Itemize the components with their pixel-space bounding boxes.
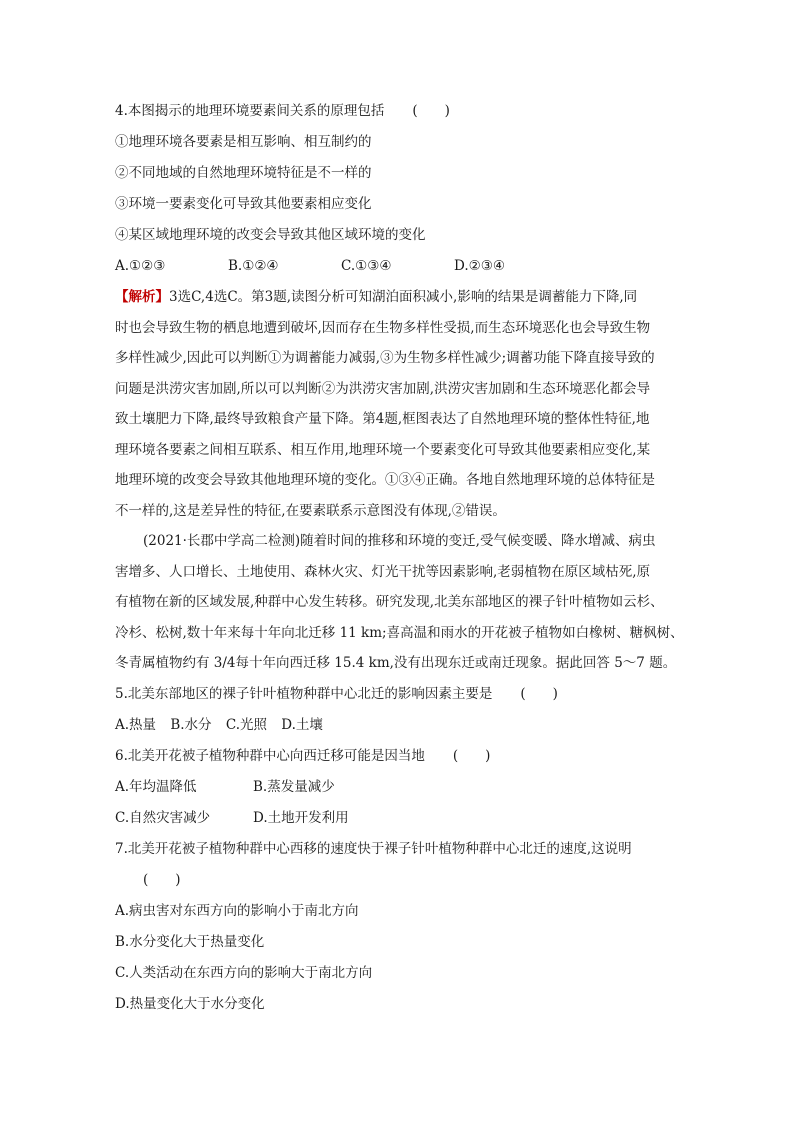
option-d: D.土壤 (281, 716, 323, 733)
q4-item-1: ①地理环境各要素是相互影响、相互制约的 (115, 134, 372, 150)
question-4-text: 4.本图揭示的地理环境要素间关系的原理包括 (115, 103, 385, 119)
option-a: A.年均温降低 (115, 778, 197, 795)
answer-blank: ( ) (452, 747, 491, 764)
analysis-text-1: 3选C,4选C。第3题,读图分析可知湖泊面积减小,影响的结果是调蓄能力下降,同 (169, 289, 638, 305)
analysis-line-7: 地理环境的改变会导致其他地理环境的变化。①③④正确。各地自然地理环境的总体特征是 (115, 472, 655, 488)
option-a: A.①②③ (115, 258, 166, 274)
analysis-line-3: 多样性减少,因此可以判断①为调蓄能力减弱,③为生物多样性减少;调蓄功能下降直接导致的 (115, 350, 655, 366)
analysis-line-5: 致土壤肥力下降,最终导致粮食产量下降。第4题,框图表达了自然地理环境的整体性特征,地 (115, 411, 650, 427)
passage-line-4: 冷杉、松树,数十年来每十年向北迁移 11 km;喜高温和雨水的开花被子植物如白橡树、糖枫树、 (115, 624, 684, 641)
passage-line-2: 害增多、人口增长、土地使用、森林火灾、灯光干扰等因素影响,老弱植物在原区域枯死,原 (115, 563, 651, 580)
question-7-stem: 7.北美开花被子植物种群中心西移的速度快于裸子针叶植物种群中心北迁的速度,这说明 (115, 840, 632, 857)
analysis-block (115, 282, 685, 526)
option-a: A.热量 (115, 716, 157, 733)
option-d: D.土地开发利用 (253, 809, 349, 826)
analysis-tag: 【解析】 (115, 289, 169, 305)
passage-line-5: 冬青属植物约有 3/4每十年向西迁移 15.4 km,没有出现东迁或南迁现象。据此回答 5～7 题。 (115, 655, 677, 671)
question-5-text: 5.北美东部地区的裸子针叶植物种群中心北迁的影响因素主要是 (115, 685, 493, 702)
q5-options (115, 710, 685, 741)
q4-options (115, 251, 685, 282)
answer-blank: ( ) (412, 103, 450, 119)
q4-item-3: ③环境一要素变化可导致其他要素相应变化 (115, 196, 372, 212)
q4-item-2: ②不同地域的自然地理环境特征是不一样的 (115, 165, 372, 181)
option-c: C.自然灾害减少 (115, 809, 211, 826)
option-a: A.病虫害对东西方向的影响小于南北方向 (115, 902, 359, 919)
option-b: B.水分变化大于热量变化 (115, 933, 265, 950)
analysis-line-2: 时也会导致生物的栖息地遭到破坏,因而存在生物多样性受损,而生态环境恶化也会导致生物 (115, 319, 651, 336)
reading-passage (115, 526, 685, 679)
question-6-text: 6.北美开花被子植物种群中心向西迁移可能是因当地 (115, 747, 425, 764)
question-6-stem (115, 741, 685, 772)
option-c: C.光照 (225, 716, 267, 733)
answer-blank: ( ) (520, 685, 558, 702)
option-d: D.②③④ (454, 258, 505, 274)
passage-line-3: 有植物在新的区域发展,种群中心发生转移。研究发现,北美东部地区的裸子针叶植物如云杉、 (115, 594, 664, 610)
passage-line-1: (2021·长郡中学高二检测)随着时间的推移和环境的变迁,受气候变暖、降水增减、病虫 (143, 533, 656, 549)
analysis-line-1 (115, 282, 685, 313)
q4-item-4: ④某区域地理环境的改变会导致其他区域环境的变化 (115, 227, 426, 243)
q6-options-row-1 (115, 772, 685, 803)
document-page (115, 96, 685, 1020)
analysis-line-4: 问题是洪涝灾害加剧,所以可以判断②为洪涝灾害加剧,洪涝灾害加剧和生态环境恶化都会导 (115, 380, 651, 397)
option-b: B.①②④ (228, 258, 279, 274)
q6-options-row-2 (115, 803, 685, 834)
option-d: D.热量变化大于水分变化 (115, 995, 265, 1012)
option-b: B.蒸发量减少 (253, 778, 335, 795)
answer-blank: ( ) (143, 871, 181, 888)
analysis-line-6: 理环境各要素之间相互联系、相互作用,地理环境一个要素变化可导致其他要素相应变化,某 (115, 441, 651, 458)
option-c: C.人类活动在东西方向的影响大于南北方向 (115, 964, 373, 981)
question-4-stem (115, 96, 685, 127)
option-b: B.水分 (170, 716, 212, 733)
analysis-line-8: 不一样的,这是差异性的特征,在要素联系示意图没有体现,②错误。 (115, 502, 506, 519)
option-c: C.①③④ (341, 258, 392, 274)
question-5-stem (115, 679, 685, 710)
